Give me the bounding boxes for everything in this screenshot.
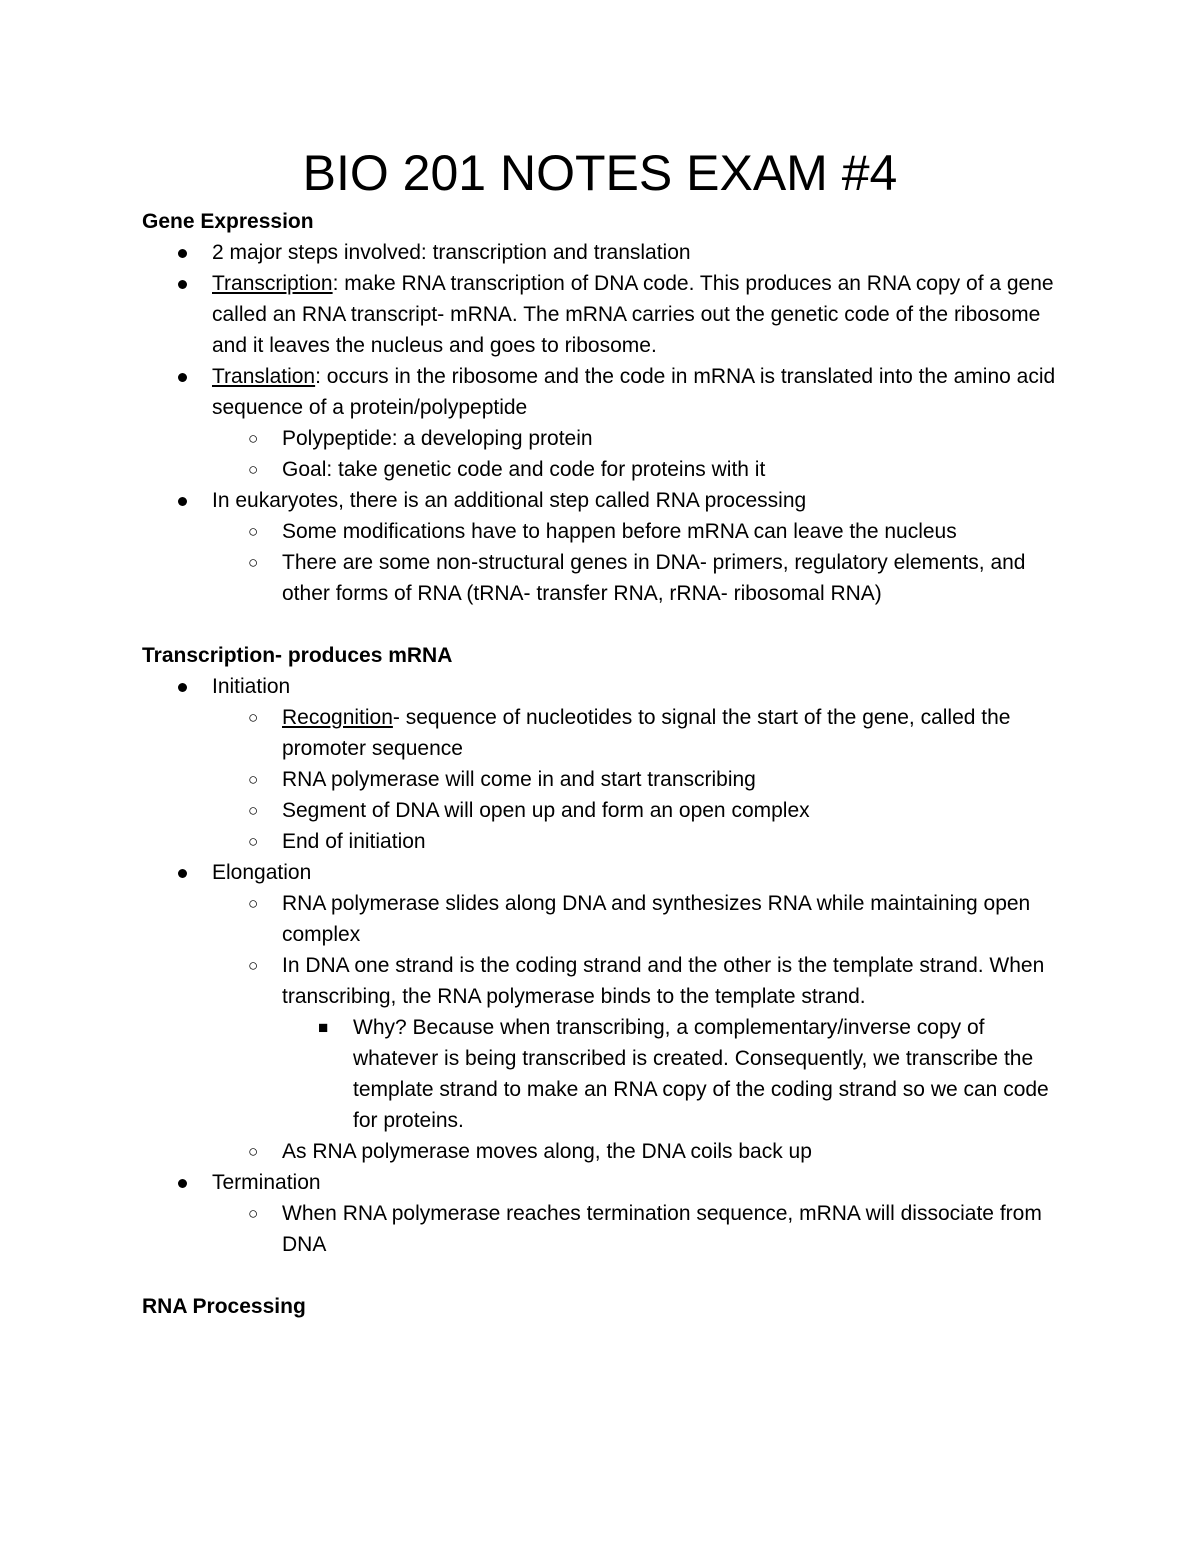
bullet-disc-icon [178, 857, 187, 888]
bullet-circle-icon: ○ [248, 956, 259, 975]
list-item: 2 major steps involved: transcription and translation [142, 237, 1062, 268]
bullet-disc-icon [178, 671, 187, 702]
list-item: Initiation [142, 671, 1062, 702]
list-item: ○ As RNA polymerase moves along, the DNA coils back up [142, 1136, 1062, 1167]
list-item: In eukaryotes, there is an additional step called RNA processing [142, 485, 1062, 516]
bullet-circle-icon: ○ [248, 460, 259, 479]
term-translation: Translation [212, 365, 316, 388]
bullet-circle-icon: ○ [248, 429, 259, 448]
bullet-disc-icon [178, 1167, 187, 1198]
gene-expression-list [142, 237, 1062, 609]
section-heading-gene-expression: Gene Expression [142, 210, 314, 233]
list-item: ○ Segment of DNA will open up and form an open complex [142, 795, 1062, 826]
list-item: Elongation [142, 857, 1062, 888]
bullet-disc-icon [178, 361, 187, 392]
spacer [142, 1260, 1062, 1291]
list-item: ■ Why? Because when transcribing, a complementary/inverse copy of whatever is being transcribed is created. Consequently, we transcribe the template strand to make an RNA copy of the coding strand so we can code for proteins. [142, 1012, 1062, 1136]
section-heading-rna-processing: RNA Processing [142, 1295, 306, 1318]
spacer [142, 609, 1062, 640]
bullet-circle-icon: ○ [248, 1142, 259, 1161]
list-item: ○ Goal: take genetic code and code for proteins with it [142, 454, 1062, 485]
bullet-circle-icon: ○ [248, 801, 259, 820]
bullet-circle-icon: ○ [248, 522, 259, 541]
document-title: BIO 201 NOTES EXAM #4 [302, 145, 898, 201]
bullet-circle-icon: ○ [248, 832, 259, 851]
term-transcription: Transcription [212, 272, 333, 295]
list-item: Termination [142, 1167, 1062, 1198]
list-item: ○ RNA polymerase slides along DNA and synthesizes RNA while maintaining open complex [142, 888, 1062, 950]
list-item: ○ End of initiation [142, 826, 1062, 857]
list-item: Translation: occurs in the ribosome and the code in mRNA is translated into the amino acid sequence of a protein/polypeptide [142, 361, 1062, 423]
bullet-circle-icon: ○ [248, 553, 259, 572]
bullet-circle-icon: ○ [248, 894, 259, 913]
list-item: ○ Some modifications have to happen before mRNA can leave the nucleus [142, 516, 1062, 547]
list-item: Transcription: make RNA transcription of DNA code. This produces an RNA copy of a gene called an RNA transcript- mRNA. The mRNA carries out the genetic code of the ribosome and it leaves the nucleus and goes to ribosome. [142, 268, 1062, 361]
list-item: ○ Polypeptide: a developing protein [142, 423, 1062, 454]
list-item: ○ Recognition- sequence of nucleotides to signal the start of the gene, called the promoter sequence [142, 702, 1062, 764]
bullet-square-icon: ■ [318, 1018, 329, 1037]
bullet-disc-icon [178, 485, 187, 516]
bullet-circle-icon: ○ [248, 770, 259, 789]
bullet-circle-icon: ○ [248, 708, 259, 727]
document-body [142, 206, 1062, 1322]
bullet-circle-icon: ○ [248, 1204, 259, 1223]
bullet-disc-icon [178, 237, 187, 268]
bullet-disc-icon [178, 268, 187, 299]
list-item: ○ When RNA polymerase reaches termination sequence, mRNA will dissociate from DNA [142, 1198, 1062, 1260]
list-item: ○ RNA polymerase will come in and start transcribing [142, 764, 1062, 795]
list-item: ○ In DNA one strand is the coding strand and the other is the template strand. When transcribing, the RNA polymerase binds to the template strand. [142, 950, 1062, 1012]
list-item: ○ There are some non-structural genes in DNA- primers, regulatory elements, and other forms of RNA (tRNA- transfer RNA, rRNA- ribosomal RNA) [142, 547, 1062, 609]
term-recognition: Recognition [282, 706, 393, 729]
transcription-list [142, 671, 1062, 1260]
section-heading-transcription: Transcription- produces mRNA [142, 644, 453, 667]
